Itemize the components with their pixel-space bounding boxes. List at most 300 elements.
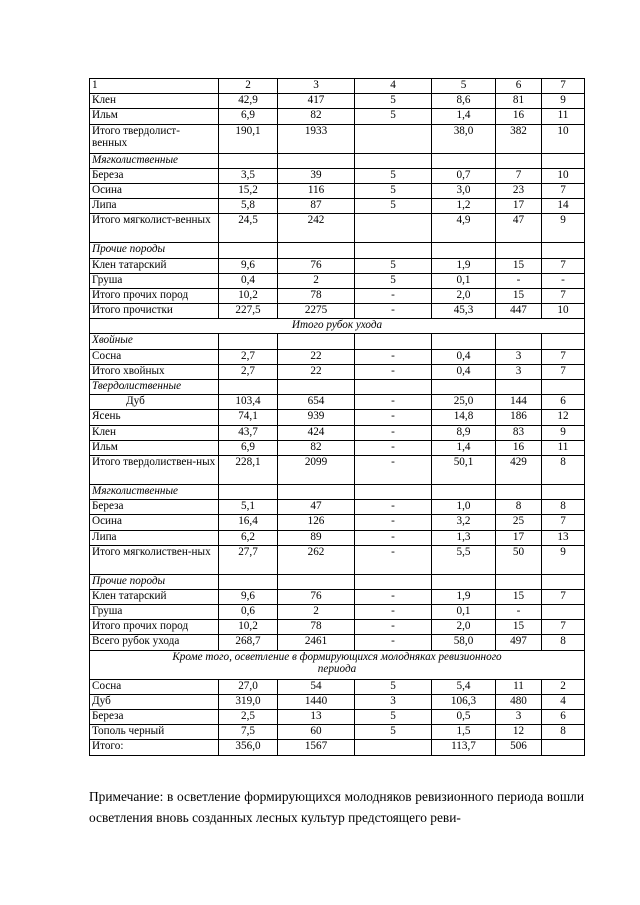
- table-cell: [355, 153, 432, 168]
- table-cell: 2: [278, 605, 355, 620]
- table-row: [90, 258, 585, 273]
- table-cell: 76: [278, 589, 355, 604]
- table-row: [90, 183, 585, 198]
- table-cell: 7: [542, 620, 585, 635]
- table-cell: 5: [355, 710, 432, 725]
- column-header: 7: [542, 79, 585, 94]
- table-cell: 2: [542, 679, 585, 694]
- table-cell: 16: [496, 440, 542, 455]
- table-cell: -: [355, 500, 432, 515]
- table-cell: [542, 484, 585, 499]
- table-cell: [496, 484, 542, 499]
- table-cell: 8: [496, 500, 542, 515]
- row-label: Ясень: [90, 410, 219, 425]
- row-label: Мягколиственные: [90, 153, 219, 168]
- row-label: Итого хвойных: [90, 364, 219, 379]
- table-cell: 186: [496, 410, 542, 425]
- table-cell: 654: [278, 395, 355, 410]
- table-cell: 12: [496, 725, 542, 740]
- row-label: Береза: [90, 168, 219, 183]
- table-cell: 7: [542, 258, 585, 273]
- table-row: [90, 710, 585, 725]
- table-row: [90, 605, 585, 620]
- row-label: Ильм: [90, 109, 219, 124]
- table-cell: 78: [278, 620, 355, 635]
- table-cell: [278, 243, 355, 258]
- table-cell: 1,5: [432, 725, 496, 740]
- row-label: Итого твердолиствен-ных: [90, 455, 219, 484]
- table-cell: 262: [278, 545, 355, 574]
- table-cell: 9: [542, 94, 585, 109]
- table-cell: 5: [355, 199, 432, 214]
- table-cell: 106,3: [432, 694, 496, 709]
- table-cell: 0,4: [432, 349, 496, 364]
- row-label: Береза: [90, 500, 219, 515]
- table-cell: 8: [542, 500, 585, 515]
- table-cell: [278, 334, 355, 349]
- table-cell: [496, 334, 542, 349]
- table-cell: 15,2: [219, 183, 278, 198]
- table-cell: 6,9: [219, 440, 278, 455]
- table-row: [90, 304, 585, 319]
- table-cell: [432, 574, 496, 589]
- table-cell: 5: [355, 273, 432, 288]
- table-cell: 47: [496, 214, 542, 243]
- row-label: Груша: [90, 605, 219, 620]
- table-cell: 5: [355, 725, 432, 740]
- table-cell: -: [355, 395, 432, 410]
- row-label: Груша: [90, 273, 219, 288]
- table-cell: 1933: [278, 124, 355, 153]
- table-cell: 3: [496, 349, 542, 364]
- table-cell: 6,2: [219, 530, 278, 545]
- table-cell: 1,9: [432, 589, 496, 604]
- table-cell: 447: [496, 304, 542, 319]
- table-row: [90, 124, 585, 153]
- table-cell: 2275: [278, 304, 355, 319]
- row-label: Осина: [90, 183, 219, 198]
- table-cell: 8: [542, 635, 585, 650]
- table-cell: 8,9: [432, 425, 496, 440]
- table-cell: [219, 380, 278, 395]
- row-label: Ильм: [90, 440, 219, 455]
- table-cell: [496, 243, 542, 258]
- table-cell: [278, 380, 355, 395]
- row-label: Итого твердолист- венных: [90, 124, 219, 153]
- table-cell: 74,1: [219, 410, 278, 425]
- table-cell: -: [355, 349, 432, 364]
- table-cell: -: [355, 589, 432, 604]
- table-row: [90, 425, 585, 440]
- table-cell: 15: [496, 589, 542, 604]
- table-cell: 1,2: [432, 199, 496, 214]
- table-cell: 11: [542, 440, 585, 455]
- row-label: Липа: [90, 530, 219, 545]
- row-label: Клен татарский: [90, 589, 219, 604]
- table-row: [90, 410, 585, 425]
- row-label: Сосна: [90, 349, 219, 364]
- table-row: [90, 500, 585, 515]
- table-cell: 89: [278, 530, 355, 545]
- section-row: [90, 153, 585, 168]
- table-row: [90, 288, 585, 303]
- table-row: [90, 725, 585, 740]
- table-cell: [355, 214, 432, 243]
- row-label: Итого мягколиствен-ных: [90, 545, 219, 574]
- row-label: Клен татарский: [90, 258, 219, 273]
- table-cell: 3: [496, 364, 542, 379]
- table-cell: 1,3: [432, 530, 496, 545]
- table-cell: 58,0: [432, 635, 496, 650]
- table-cell: 87: [278, 199, 355, 214]
- table-cell: [355, 380, 432, 395]
- table-row: [90, 395, 585, 410]
- table-cell: 22: [278, 364, 355, 379]
- table-cell: 9: [542, 214, 585, 243]
- table-cell: 38,0: [432, 124, 496, 153]
- row-label: Итого прочих пород: [90, 288, 219, 303]
- table-cell: 319,0: [219, 694, 278, 709]
- table-cell: [542, 740, 585, 755]
- table-cell: 9: [542, 545, 585, 574]
- table-cell: 5: [355, 94, 432, 109]
- row-label: Клен: [90, 94, 219, 109]
- row-label: Осина: [90, 515, 219, 530]
- table-cell: 2,5: [219, 710, 278, 725]
- table-body: [90, 79, 585, 756]
- table-cell: 4: [542, 694, 585, 709]
- table-cell: 43,7: [219, 425, 278, 440]
- table-cell: 3,5: [219, 168, 278, 183]
- table-cell: 144: [496, 395, 542, 410]
- table-row: [90, 620, 585, 635]
- table-cell: [278, 574, 355, 589]
- table-cell: 0,7: [432, 168, 496, 183]
- table-cell: 6,9: [219, 109, 278, 124]
- table-row: [90, 740, 585, 755]
- table-cell: -: [355, 530, 432, 545]
- table-cell: [496, 380, 542, 395]
- table-cell: -: [355, 455, 432, 484]
- table-cell: 10: [542, 168, 585, 183]
- table-cell: 7: [542, 288, 585, 303]
- table-cell: 82: [278, 109, 355, 124]
- table-cell: 242: [278, 214, 355, 243]
- table-row: [90, 109, 585, 124]
- table-row: [90, 455, 585, 484]
- table-cell: [219, 243, 278, 258]
- table-cell: 0,5: [432, 710, 496, 725]
- table-cell: [355, 740, 432, 755]
- table-row: [90, 545, 585, 574]
- table-cell: 45,3: [432, 304, 496, 319]
- table-cell: 0,1: [432, 605, 496, 620]
- table-cell: 7,5: [219, 725, 278, 740]
- table-cell: 13: [278, 710, 355, 725]
- table-cell: 2461: [278, 635, 355, 650]
- table-cell: 14: [542, 199, 585, 214]
- table-cell: [355, 484, 432, 499]
- table-row: [90, 199, 585, 214]
- table-cell: [278, 153, 355, 168]
- table-cell: 5: [355, 168, 432, 183]
- table-cell: 25,0: [432, 395, 496, 410]
- table-cell: 7: [542, 183, 585, 198]
- table-cell: 12: [542, 410, 585, 425]
- table-cell: 356,0: [219, 740, 278, 755]
- row-label: Прочие породы: [90, 243, 219, 258]
- table-cell: 50: [496, 545, 542, 574]
- table-cell: 13: [542, 530, 585, 545]
- table-cell: 1,4: [432, 440, 496, 455]
- table-cell: 506: [496, 740, 542, 755]
- table-cell: -: [355, 425, 432, 440]
- table-cell: 1567: [278, 740, 355, 755]
- table-cell: [432, 153, 496, 168]
- table-cell: 10,2: [219, 288, 278, 303]
- table-cell: [355, 574, 432, 589]
- table-row: [90, 694, 585, 709]
- table-cell: 7: [542, 589, 585, 604]
- table-cell: 16,4: [219, 515, 278, 530]
- table-row: [90, 440, 585, 455]
- table-cell: 6: [542, 710, 585, 725]
- table-cell: 113,7: [432, 740, 496, 755]
- table-cell: 2099: [278, 455, 355, 484]
- row-label: Прочие породы: [90, 574, 219, 589]
- table-row: [90, 214, 585, 243]
- table-cell: 0,4: [432, 364, 496, 379]
- table-cell: 5,5: [432, 545, 496, 574]
- table-cell: 382: [496, 124, 542, 153]
- table-cell: [432, 243, 496, 258]
- table-cell: 5: [355, 679, 432, 694]
- table-cell: 3,0: [432, 183, 496, 198]
- table-cell: 81: [496, 94, 542, 109]
- table-cell: -: [355, 410, 432, 425]
- table-cell: -: [496, 273, 542, 288]
- table-cell: -: [355, 440, 432, 455]
- table-cell: -: [355, 515, 432, 530]
- table-cell: 228,1: [219, 455, 278, 484]
- table-cell: 47: [278, 500, 355, 515]
- table-cell: 3: [355, 694, 432, 709]
- table-cell: 5: [355, 109, 432, 124]
- table-cell: [355, 334, 432, 349]
- table-cell: 7: [542, 364, 585, 379]
- table-cell: 497: [496, 635, 542, 650]
- table-cell: -: [355, 635, 432, 650]
- table-cell: [278, 484, 355, 499]
- table-cell: 11: [496, 679, 542, 694]
- table-cell: [355, 243, 432, 258]
- table-cell: 9: [542, 425, 585, 440]
- table-cell: 3: [496, 710, 542, 725]
- table-cell: 5,8: [219, 199, 278, 214]
- row-label: Дуб: [90, 395, 219, 410]
- table-cell: 939: [278, 410, 355, 425]
- table-cell: 417: [278, 94, 355, 109]
- table-cell: 1,0: [432, 500, 496, 515]
- table-row: [90, 589, 585, 604]
- table-cell: 23: [496, 183, 542, 198]
- row-label: Итого:: [90, 740, 219, 755]
- table-row: [90, 168, 585, 183]
- table-cell: [219, 484, 278, 499]
- table-header-row: [90, 79, 585, 94]
- table-cell: 27,0: [219, 679, 278, 694]
- table-row: [90, 530, 585, 545]
- table-cell: [432, 484, 496, 499]
- table-cell: 4,9: [432, 214, 496, 243]
- table-cell: [542, 243, 585, 258]
- table-row: [90, 94, 585, 109]
- table-cell: 480: [496, 694, 542, 709]
- table-cell: 0,4: [219, 273, 278, 288]
- table-cell: -: [355, 545, 432, 574]
- table-row: [90, 679, 585, 694]
- column-header: 2: [219, 79, 278, 94]
- table-cell: [542, 380, 585, 395]
- row-label: Дуб: [90, 694, 219, 709]
- table-cell: 2: [278, 273, 355, 288]
- table-cell: [542, 334, 585, 349]
- table-cell: 39: [278, 168, 355, 183]
- table-cell: 22: [278, 349, 355, 364]
- table-cell: 5: [355, 258, 432, 273]
- table-cell: 1,4: [432, 109, 496, 124]
- table-cell: 7: [542, 349, 585, 364]
- section-caption: Кроме того, осветление в формирующихся молодняках ревизионного периода: [90, 650, 585, 679]
- row-label: Тополь черный: [90, 725, 219, 740]
- table-cell: -: [496, 605, 542, 620]
- table-cell: [219, 153, 278, 168]
- table-cell: 429: [496, 455, 542, 484]
- table-cell: 2,7: [219, 349, 278, 364]
- table-cell: 7: [496, 168, 542, 183]
- table-cell: 0,6: [219, 605, 278, 620]
- table-cell: 10: [542, 304, 585, 319]
- table-cell: 50,1: [432, 455, 496, 484]
- table-cell: [432, 334, 496, 349]
- table-cell: 42,9: [219, 94, 278, 109]
- table-cell: 76: [278, 258, 355, 273]
- row-label: Итого прочистки: [90, 304, 219, 319]
- table-cell: 9,6: [219, 589, 278, 604]
- table-cell: 60: [278, 725, 355, 740]
- column-header: 3: [278, 79, 355, 94]
- table-cell: 268,7: [219, 635, 278, 650]
- table-cell: 15: [496, 620, 542, 635]
- table-row: [90, 273, 585, 288]
- table-cell: 0,1: [432, 273, 496, 288]
- table-cell: 1,9: [432, 258, 496, 273]
- column-header: 1: [90, 79, 219, 94]
- table-cell: 10: [542, 124, 585, 153]
- span-row: [90, 650, 585, 679]
- row-label: Итого мягколист-венных: [90, 214, 219, 243]
- table-cell: [219, 334, 278, 349]
- row-label: Всего рубок ухода: [90, 635, 219, 650]
- section-row: [90, 243, 585, 258]
- section-row: [90, 380, 585, 395]
- table-cell: -: [355, 304, 432, 319]
- table-cell: 8,6: [432, 94, 496, 109]
- table-cell: 8: [542, 725, 585, 740]
- section-row: [90, 574, 585, 589]
- section-row: [90, 334, 585, 349]
- table-cell: 25: [496, 515, 542, 530]
- row-label: Береза: [90, 710, 219, 725]
- section-caption: Итого рубок ухода: [90, 319, 585, 334]
- forestry-table: [89, 78, 585, 756]
- table-cell: [355, 124, 432, 153]
- table-cell: -: [355, 364, 432, 379]
- table-cell: 2,0: [432, 620, 496, 635]
- table-cell: 5,1: [219, 500, 278, 515]
- table-cell: [542, 153, 585, 168]
- table-cell: 24,5: [219, 214, 278, 243]
- table-cell: 14,8: [432, 410, 496, 425]
- table-cell: 116: [278, 183, 355, 198]
- table-cell: -: [355, 620, 432, 635]
- table-cell: 6: [542, 395, 585, 410]
- table-cell: 15: [496, 258, 542, 273]
- table-cell: 2,7: [219, 364, 278, 379]
- table-cell: 190,1: [219, 124, 278, 153]
- table-cell: 1440: [278, 694, 355, 709]
- row-label: Твердолиственные: [90, 380, 219, 395]
- table-cell: 227,5: [219, 304, 278, 319]
- row-label: Сосна: [90, 679, 219, 694]
- table-cell: -: [355, 605, 432, 620]
- row-label: Клен: [90, 425, 219, 440]
- table-cell: 3,2: [432, 515, 496, 530]
- column-header: 6: [496, 79, 542, 94]
- row-label: Итого прочих пород: [90, 620, 219, 635]
- column-header: 5: [432, 79, 496, 94]
- column-header: 4: [355, 79, 432, 94]
- table-cell: 11: [542, 109, 585, 124]
- table-row: [90, 349, 585, 364]
- table-cell: 17: [496, 199, 542, 214]
- table-cell: 15: [496, 288, 542, 303]
- table-cell: [496, 153, 542, 168]
- table-cell: -: [542, 273, 585, 288]
- row-label: Хвойные: [90, 334, 219, 349]
- table-cell: 10,2: [219, 620, 278, 635]
- table-cell: 126: [278, 515, 355, 530]
- table-cell: 5: [355, 183, 432, 198]
- table-cell: 17: [496, 530, 542, 545]
- table-row: [90, 364, 585, 379]
- table-cell: [432, 380, 496, 395]
- table-cell: [542, 605, 585, 620]
- table-cell: 83: [496, 425, 542, 440]
- table-cell: 2,0: [432, 288, 496, 303]
- table-cell: -: [355, 288, 432, 303]
- table-cell: 8: [542, 455, 585, 484]
- row-label: Липа: [90, 199, 219, 214]
- row-label: Мягколиственные: [90, 484, 219, 499]
- table-cell: 103,4: [219, 395, 278, 410]
- table-row: [90, 515, 585, 530]
- table-cell: 424: [278, 425, 355, 440]
- table-cell: 82: [278, 440, 355, 455]
- table-cell: 5,4: [432, 679, 496, 694]
- footnote-text: Примечание: в осветление формирующихся молодняков ревизионного периода вошли осветления вновь созданных лесных культур предстоящего реви-: [89, 789, 584, 825]
- table-cell: 9,6: [219, 258, 278, 273]
